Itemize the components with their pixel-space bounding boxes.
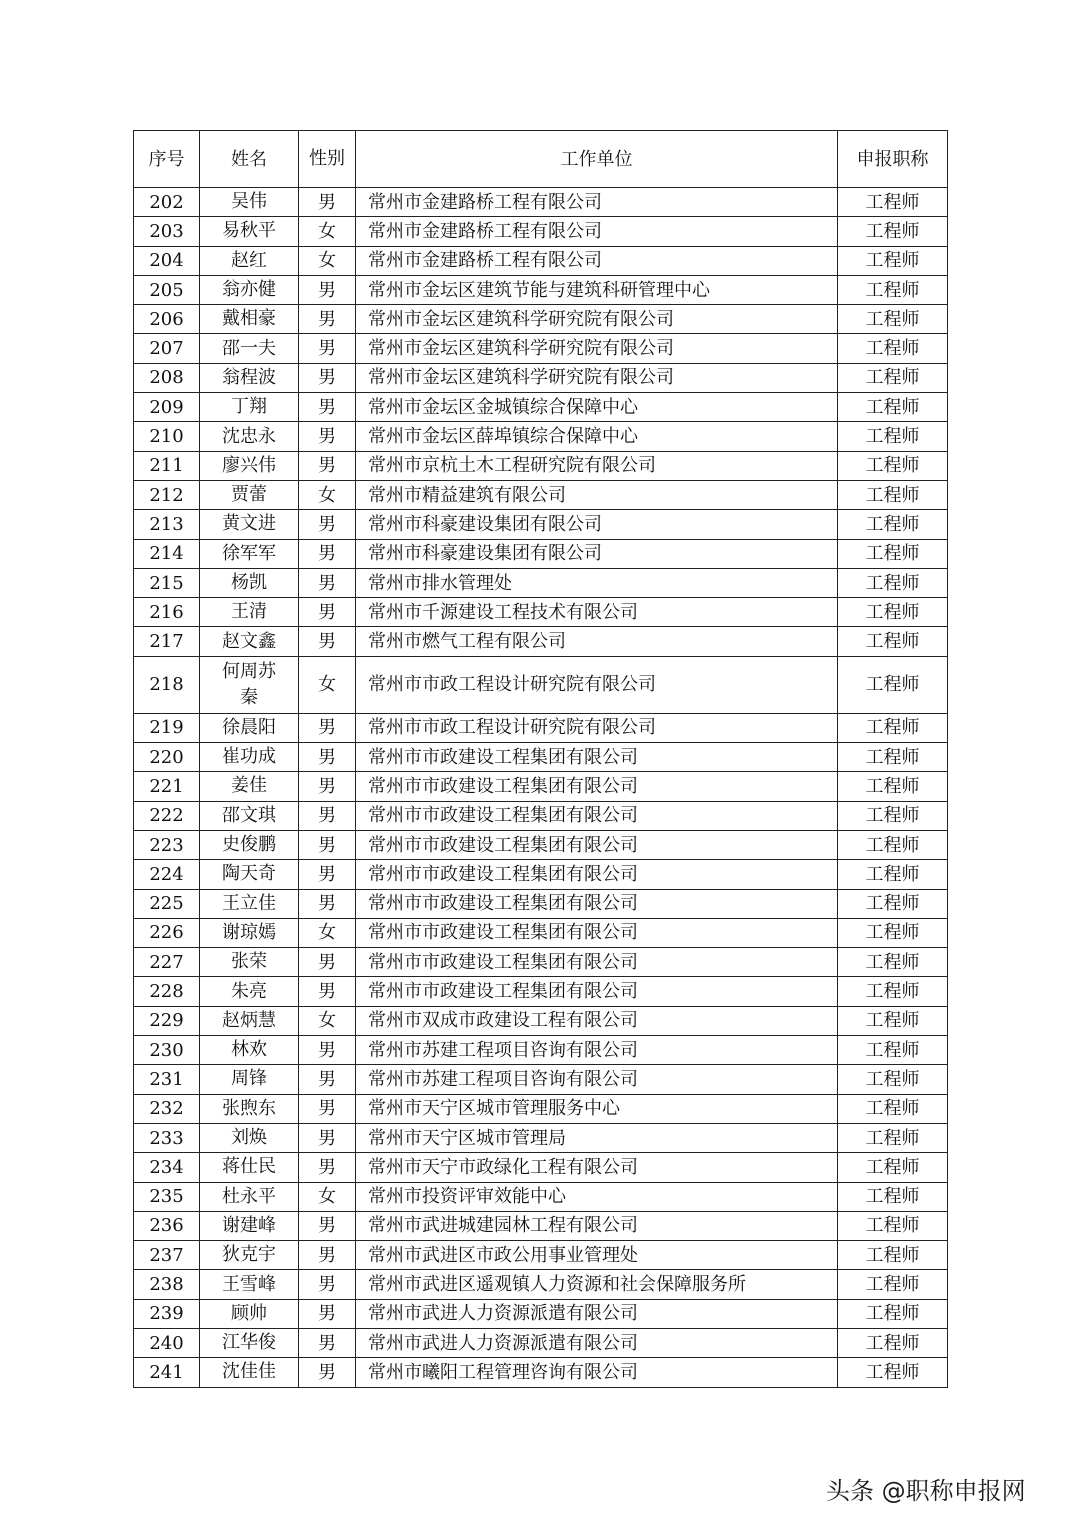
cell-name: 邵一夫: [200, 334, 299, 363]
cell-unit: 常州市金建路桥工程有限公司: [356, 246, 838, 275]
table-row: [134, 451, 948, 480]
cell-unit: 常州市金建路桥工程有限公司: [356, 188, 838, 217]
cell-gender: 男: [299, 1094, 356, 1123]
header-gender: 性别: [299, 131, 356, 188]
table-row: [134, 1065, 948, 1094]
cell-gender: 男: [299, 363, 356, 392]
cell-gender: 女: [299, 246, 356, 275]
table-row: [134, 393, 948, 422]
table-row: [134, 656, 948, 713]
cell-gender: 男: [299, 334, 356, 363]
cell-index: 228: [134, 977, 200, 1006]
cell-title: 工程师: [838, 860, 948, 889]
table-row: [134, 1006, 948, 1035]
cell-name: 江华俊: [200, 1328, 299, 1357]
cell-gender: 男: [299, 1241, 356, 1270]
cell-name: 林欢: [200, 1036, 299, 1065]
table-row: [134, 480, 948, 509]
cell-name: 张荣: [200, 948, 299, 977]
table-row: [134, 860, 948, 889]
cell-unit: 常州市双成市政建设工程有限公司: [356, 1006, 838, 1035]
cell-title: 工程师: [838, 1065, 948, 1094]
table-row: [134, 948, 948, 977]
cell-gender: 男: [299, 830, 356, 859]
cell-unit: 常州市金坛区建筑科学研究院有限公司: [356, 334, 838, 363]
cell-index: 202: [134, 188, 200, 217]
cell-index: 241: [134, 1358, 200, 1387]
cell-unit: 常州市市政建设工程集团有限公司: [356, 772, 838, 801]
cell-name: 王雪峰: [200, 1270, 299, 1299]
cell-unit: 常州市天宁区城市管理局: [356, 1123, 838, 1152]
cell-title: 工程师: [838, 1094, 948, 1123]
cell-unit: 常州市燃气工程有限公司: [356, 627, 838, 656]
cell-name: 朱亮: [200, 977, 299, 1006]
cell-title: 工程师: [838, 627, 948, 656]
cell-gender: 女: [299, 1006, 356, 1035]
table-row: [134, 977, 948, 1006]
cell-unit: 常州市投资评审效能中心: [356, 1182, 838, 1211]
cell-index: 213: [134, 510, 200, 539]
cell-title: 工程师: [838, 743, 948, 772]
table-row: [134, 1299, 948, 1328]
table-row: [134, 1153, 948, 1182]
table-row: [134, 510, 948, 539]
header-name: 姓名: [200, 131, 299, 188]
cell-name: 戴相豪: [200, 305, 299, 334]
cell-unit: 常州市金坛区薛埠镇综合保障中心: [356, 422, 838, 451]
table-row: [134, 188, 948, 217]
cell-index: 235: [134, 1182, 200, 1211]
cell-unit: 常州市金建路桥工程有限公司: [356, 217, 838, 246]
cell-index: 229: [134, 1006, 200, 1035]
cell-name: 赵红: [200, 246, 299, 275]
cell-name: 谢琼嫣: [200, 918, 299, 947]
cell-gender: 男: [299, 977, 356, 1006]
cell-title: 工程师: [838, 1241, 948, 1270]
cell-gender: 男: [299, 1211, 356, 1240]
table-row: [134, 1123, 948, 1152]
cell-name: 邵文琪: [200, 801, 299, 830]
cell-index: 238: [134, 1270, 200, 1299]
cell-unit: 常州市科豪建设集团有限公司: [356, 539, 838, 568]
cell-name: 翁亦健: [200, 275, 299, 304]
cell-unit: 常州市市政建设工程集团有限公司: [356, 743, 838, 772]
cell-unit: 常州市排水管理处: [356, 568, 838, 597]
cell-unit: 常州市市政建设工程集团有限公司: [356, 889, 838, 918]
cell-unit: 常州市金坛区建筑科学研究院有限公司: [356, 305, 838, 334]
cell-title: 工程师: [838, 948, 948, 977]
cell-name: 史俊鹏: [200, 830, 299, 859]
cell-title: 工程师: [838, 889, 948, 918]
table-row: [134, 889, 948, 918]
header-index: 序号: [134, 131, 200, 188]
table-row: [134, 568, 948, 597]
cell-gender: 男: [299, 1036, 356, 1065]
cell-name: 周锋: [200, 1065, 299, 1094]
cell-name: 贾蕾: [200, 480, 299, 509]
cell-gender: 男: [299, 743, 356, 772]
cell-index: 220: [134, 743, 200, 772]
cell-unit: 常州市金坛区建筑科学研究院有限公司: [356, 363, 838, 392]
table-row: [134, 801, 948, 830]
cell-index: 227: [134, 948, 200, 977]
table-row: [134, 772, 948, 801]
cell-unit: 常州市精益建筑有限公司: [356, 480, 838, 509]
cell-title: 工程师: [838, 1211, 948, 1240]
cell-gender: 男: [299, 1299, 356, 1328]
cell-name: 王立佳: [200, 889, 299, 918]
cell-gender: 男: [299, 713, 356, 742]
cell-title: 工程师: [838, 363, 948, 392]
cell-title: 工程师: [838, 1182, 948, 1211]
cell-index: 210: [134, 422, 200, 451]
cell-title: 工程师: [838, 1153, 948, 1182]
cell-gender: 男: [299, 598, 356, 627]
watermark: 头条 @职称申报网: [826, 1477, 1026, 1505]
table-row: [134, 1182, 948, 1211]
cell-unit: 常州市市政建设工程集团有限公司: [356, 977, 838, 1006]
cell-gender: 男: [299, 568, 356, 597]
table-row: [134, 830, 948, 859]
cell-unit: 常州市市政建设工程集团有限公司: [356, 918, 838, 947]
table-row: [134, 217, 948, 246]
table-row: [134, 713, 948, 742]
table-row: [134, 422, 948, 451]
cell-name: 翁程波: [200, 363, 299, 392]
cell-gender: 男: [299, 305, 356, 334]
cell-index: 203: [134, 217, 200, 246]
cell-name: 蒋仕民: [200, 1153, 299, 1182]
cell-index: 237: [134, 1241, 200, 1270]
cell-unit: 常州市曦阳工程管理咨询有限公司: [356, 1358, 838, 1387]
cell-gender: 女: [299, 918, 356, 947]
cell-unit: 常州市苏建工程项目咨询有限公司: [356, 1036, 838, 1065]
cell-gender: 男: [299, 1065, 356, 1094]
cell-index: 222: [134, 801, 200, 830]
cell-unit: 常州市科豪建设集团有限公司: [356, 510, 838, 539]
cell-gender: 男: [299, 860, 356, 889]
cell-title: 工程师: [838, 801, 948, 830]
cell-title: 工程师: [838, 246, 948, 275]
cell-index: 221: [134, 772, 200, 801]
cell-name: 沈忠永: [200, 422, 299, 451]
cell-unit: 常州市千源建设工程技术有限公司: [356, 598, 838, 627]
header-unit: 工作单位: [356, 131, 838, 188]
cell-unit: 常州市武进城建园林工程有限公司: [356, 1211, 838, 1240]
cell-unit: 常州市市政建设工程集团有限公司: [356, 860, 838, 889]
cell-index: 231: [134, 1065, 200, 1094]
cell-title: 工程师: [838, 918, 948, 947]
table-row: [134, 539, 948, 568]
cell-title: 工程师: [838, 539, 948, 568]
cell-name: 丁翔: [200, 393, 299, 422]
cell-index: 239: [134, 1299, 200, 1328]
cell-title: 工程师: [838, 1328, 948, 1357]
table-row: [134, 1211, 948, 1240]
cell-index: 215: [134, 568, 200, 597]
cell-name: 杜永平: [200, 1182, 299, 1211]
roster-table: [133, 130, 948, 1388]
cell-gender: 男: [299, 393, 356, 422]
table-row: [134, 743, 948, 772]
table-row: [134, 305, 948, 334]
cell-gender: 男: [299, 422, 356, 451]
cell-name: 陶天奇: [200, 860, 299, 889]
cell-unit: 常州市天宁市政绿化工程有限公司: [356, 1153, 838, 1182]
table-row: [134, 1036, 948, 1065]
cell-unit: 常州市市政工程设计研究院有限公司: [356, 713, 838, 742]
cell-title: 工程师: [838, 1358, 948, 1387]
table-row: [134, 1270, 948, 1299]
cell-name: 谢建峰: [200, 1211, 299, 1240]
cell-unit: 常州市天宁区城市管理服务中心: [356, 1094, 838, 1123]
cell-index: 223: [134, 830, 200, 859]
cell-gender: 男: [299, 889, 356, 918]
cell-name: 何周苏秦: [200, 656, 299, 713]
cell-title: 工程师: [838, 422, 948, 451]
cell-gender: 男: [299, 772, 356, 801]
cell-index: 236: [134, 1211, 200, 1240]
cell-unit: 常州市苏建工程项目咨询有限公司: [356, 1065, 838, 1094]
cell-unit: 常州市武进人力资源派遣有限公司: [356, 1299, 838, 1328]
cell-unit: 常州市武进区遥观镇人力资源和社会保障服务所: [356, 1270, 838, 1299]
cell-unit: 常州市市政工程设计研究院有限公司: [356, 656, 838, 713]
cell-index: 214: [134, 539, 200, 568]
cell-index: 233: [134, 1123, 200, 1152]
table-row: [134, 1358, 948, 1387]
cell-index: 207: [134, 334, 200, 363]
cell-index: 206: [134, 305, 200, 334]
cell-name: 顾帅: [200, 1299, 299, 1328]
cell-gender: 男: [299, 188, 356, 217]
cell-title: 工程师: [838, 510, 948, 539]
cell-title: 工程师: [838, 1123, 948, 1152]
cell-name: 沈佳佳: [200, 1358, 299, 1387]
cell-gender: 男: [299, 1153, 356, 1182]
cell-name: 徐晨阳: [200, 713, 299, 742]
cell-gender: 男: [299, 1328, 356, 1357]
table-row: [134, 918, 948, 947]
cell-name: 黄文进: [200, 510, 299, 539]
cell-gender: 男: [299, 1358, 356, 1387]
cell-index: 211: [134, 451, 200, 480]
cell-title: 工程师: [838, 1270, 948, 1299]
cell-unit: 常州市金坛区金城镇综合保障中心: [356, 393, 838, 422]
cell-title: 工程师: [838, 1299, 948, 1328]
cell-unit: 常州市武进区市政公用事业管理处: [356, 1241, 838, 1270]
cell-unit: 常州市市政建设工程集团有限公司: [356, 830, 838, 859]
cell-gender: 男: [299, 275, 356, 304]
cell-unit: 常州市市政建设工程集团有限公司: [356, 948, 838, 977]
cell-gender: 女: [299, 217, 356, 246]
cell-title: 工程师: [838, 1006, 948, 1035]
cell-gender: 男: [299, 801, 356, 830]
cell-index: 224: [134, 860, 200, 889]
cell-title: 工程师: [838, 656, 948, 713]
cell-index: 225: [134, 889, 200, 918]
cell-gender: 女: [299, 1182, 356, 1211]
cell-index: 226: [134, 918, 200, 947]
cell-index: 230: [134, 1036, 200, 1065]
cell-name: 张煦东: [200, 1094, 299, 1123]
table-row: [134, 275, 948, 304]
cell-title: 工程师: [838, 393, 948, 422]
cell-index: 216: [134, 598, 200, 627]
cell-title: 工程师: [838, 1036, 948, 1065]
cell-unit: 常州市京杭土木工程研究院有限公司: [356, 451, 838, 480]
cell-gender: 男: [299, 948, 356, 977]
table-body: [134, 188, 948, 1388]
cell-index: 208: [134, 363, 200, 392]
cell-name: 吴伟: [200, 188, 299, 217]
cell-gender: 男: [299, 510, 356, 539]
cell-gender: 男: [299, 1123, 356, 1152]
cell-title: 工程师: [838, 598, 948, 627]
cell-index: 217: [134, 627, 200, 656]
cell-title: 工程师: [838, 977, 948, 1006]
cell-name: 王清: [200, 598, 299, 627]
table-row: [134, 598, 948, 627]
cell-title: 工程师: [838, 568, 948, 597]
cell-name: 姜佳: [200, 772, 299, 801]
cell-title: 工程师: [838, 334, 948, 363]
cell-title: 工程师: [838, 305, 948, 334]
cell-index: 232: [134, 1094, 200, 1123]
cell-index: 204: [134, 246, 200, 275]
cell-unit: 常州市武进人力资源派遣有限公司: [356, 1328, 838, 1357]
cell-name: 徐军军: [200, 539, 299, 568]
cell-index: 218: [134, 656, 200, 713]
cell-title: 工程师: [838, 713, 948, 742]
cell-index: 234: [134, 1153, 200, 1182]
table-row: [134, 334, 948, 363]
header-row: [134, 131, 948, 188]
cell-index: 209: [134, 393, 200, 422]
cell-gender: 男: [299, 1270, 356, 1299]
cell-index: 212: [134, 480, 200, 509]
cell-title: 工程师: [838, 830, 948, 859]
cell-gender: 女: [299, 656, 356, 713]
cell-gender: 男: [299, 539, 356, 568]
cell-title: 工程师: [838, 217, 948, 246]
cell-gender: 男: [299, 627, 356, 656]
cell-title: 工程师: [838, 275, 948, 304]
table-row: [134, 246, 948, 275]
table-row: [134, 363, 948, 392]
cell-name: 赵炳慧: [200, 1006, 299, 1035]
cell-title: 工程师: [838, 188, 948, 217]
cell-name: 狄克宇: [200, 1241, 299, 1270]
cell-name: 崔功成: [200, 743, 299, 772]
cell-title: 工程师: [838, 772, 948, 801]
cell-unit: 常州市市政建设工程集团有限公司: [356, 801, 838, 830]
cell-name: 易秋平: [200, 217, 299, 246]
cell-title: 工程师: [838, 480, 948, 509]
header-title: 申报职称: [838, 131, 948, 188]
cell-index: 219: [134, 713, 200, 742]
cell-name: 赵文鑫: [200, 627, 299, 656]
cell-index: 240: [134, 1328, 200, 1357]
table-row: [134, 627, 948, 656]
table-row: [134, 1241, 948, 1270]
cell-gender: 女: [299, 480, 356, 509]
cell-index: 205: [134, 275, 200, 304]
cell-name: 杨凯: [200, 568, 299, 597]
cell-name: 刘焕: [200, 1123, 299, 1152]
cell-unit: 常州市金坛区建筑节能与建筑科研管理中心: [356, 275, 838, 304]
cell-name: 廖兴伟: [200, 451, 299, 480]
table-row: [134, 1328, 948, 1357]
cell-gender: 男: [299, 451, 356, 480]
cell-title: 工程师: [838, 451, 948, 480]
table-row: [134, 1094, 948, 1123]
